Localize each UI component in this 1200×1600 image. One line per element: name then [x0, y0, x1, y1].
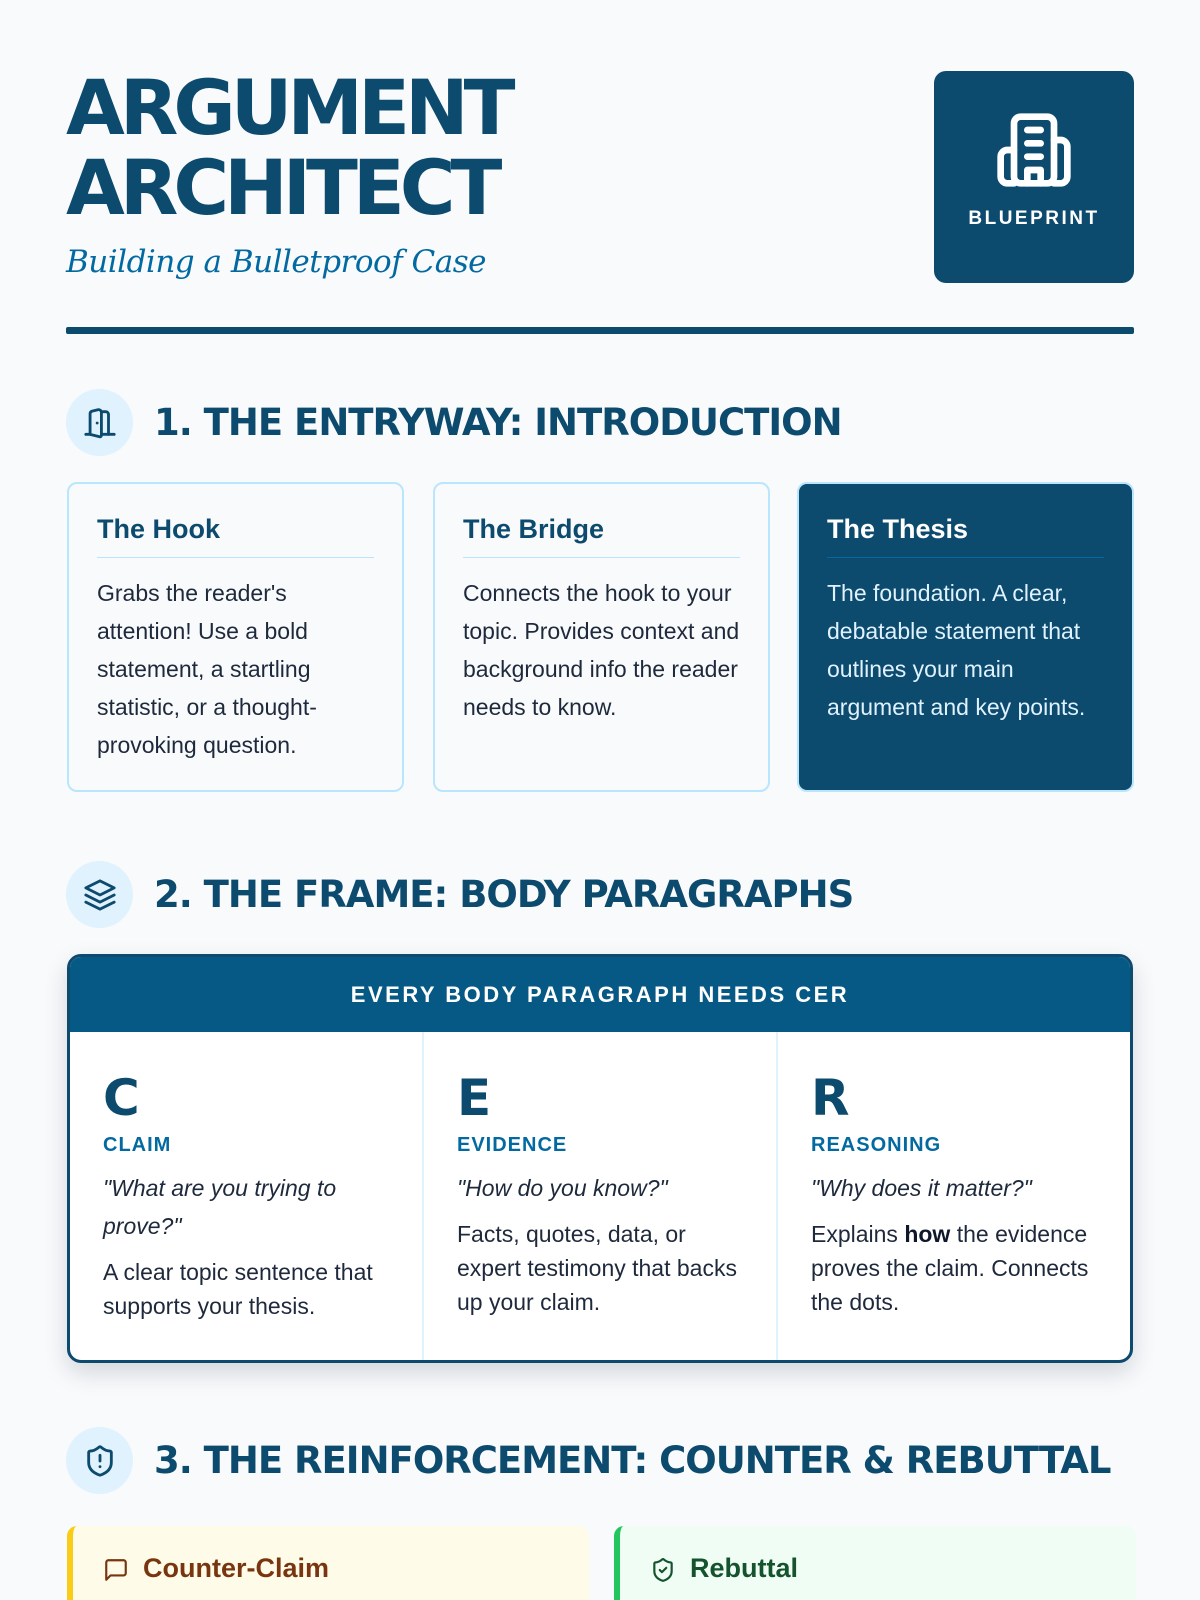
layers-icon	[83, 878, 117, 912]
page-title-line-1: ARGUMENT	[66, 63, 511, 152]
bridge-card	[433, 482, 770, 792]
page-title-line-2: ARCHITECT	[66, 143, 498, 232]
rebuttal-title: Rebuttal	[690, 1553, 798, 1583]
cer-letter: E	[457, 1069, 492, 1127]
cer-question: "Why does it matter?"	[811, 1175, 1032, 1201]
cer-letter: R	[811, 1069, 850, 1127]
cer-label: REASONING	[811, 1134, 942, 1156]
section-icon-circle	[66, 389, 133, 456]
building-icon	[994, 110, 1074, 190]
section-icon-circle	[66, 861, 133, 928]
cer-reasoning-column	[778, 1032, 1130, 1360]
section-counter-title: 3. THE REINFORCEMENT: COUNTER & REBUTTAL	[154, 1439, 1111, 1482]
shield-check-icon	[650, 1557, 676, 1583]
card-text: Connects the hook to your topic. Provides context and background info the reader needs to know.	[463, 580, 740, 720]
cer-description: A clear topic sentence that supports your thesis.	[103, 1259, 373, 1319]
cer-desc-bold: how	[904, 1221, 951, 1247]
header-divider	[66, 327, 1134, 334]
section-intro-title: 1. THE ENTRYWAY: INTRODUCTION	[154, 401, 842, 444]
cer-question: "How do you know?"	[457, 1175, 668, 1201]
card-title: The Hook	[97, 514, 374, 558]
shield-icon	[83, 1444, 117, 1478]
rebuttal-card	[614, 1526, 1136, 1600]
blueprint-badge	[934, 71, 1134, 283]
speech-bubble-icon	[103, 1557, 129, 1583]
cer-question: "What are you trying to prove?"	[103, 1175, 337, 1239]
cer-label: CLAIM	[103, 1134, 172, 1156]
counter-claim-title: Counter-Claim	[143, 1553, 330, 1583]
cer-claim-column	[70, 1032, 424, 1360]
cer-header: EVERY BODY PARAGRAPH NEEDS CER	[70, 957, 1130, 1032]
card-text: Grabs the reader's attention! Use a bold statement, a startling statistic, or a thought-provoking question.	[97, 580, 317, 758]
cer-desc-pre: Explains	[811, 1221, 905, 1247]
title-block	[66, 63, 511, 280]
cer-desc-post: the evidence proves the claim. Connects the dots.	[811, 1221, 1089, 1315]
card-text: The foundation. A clear, debatable statement that outlines your main argument and key points.	[827, 580, 1086, 720]
page-subtitle: Building a Bulletproof Case	[66, 244, 486, 280]
cer-label: EVIDENCE	[457, 1134, 568, 1156]
cer-evidence-column	[424, 1032, 778, 1360]
section-body-header	[66, 861, 853, 928]
section-intro-header	[66, 389, 842, 456]
cer-description	[811, 1217, 1100, 1319]
thesis-card	[797, 482, 1134, 792]
hook-card	[67, 482, 404, 792]
counter-claim-card	[67, 1526, 589, 1600]
cer-columns	[70, 1032, 1130, 1360]
cer-letter: C	[103, 1069, 140, 1127]
section-body-title: 2. THE FRAME: BODY PARAGRAPHS	[154, 873, 854, 916]
blueprint-label: BLUEPRINT	[968, 208, 1100, 229]
cer-table	[67, 954, 1133, 1363]
card-title: The Thesis	[827, 514, 1104, 558]
door-icon	[83, 406, 117, 440]
section-icon-circle	[66, 1427, 133, 1494]
cer-description: Facts, quotes, data, or expert testimony that backs up your claim.	[457, 1221, 737, 1315]
card-title: The Bridge	[463, 514, 740, 558]
section-counter-header	[66, 1427, 1110, 1494]
